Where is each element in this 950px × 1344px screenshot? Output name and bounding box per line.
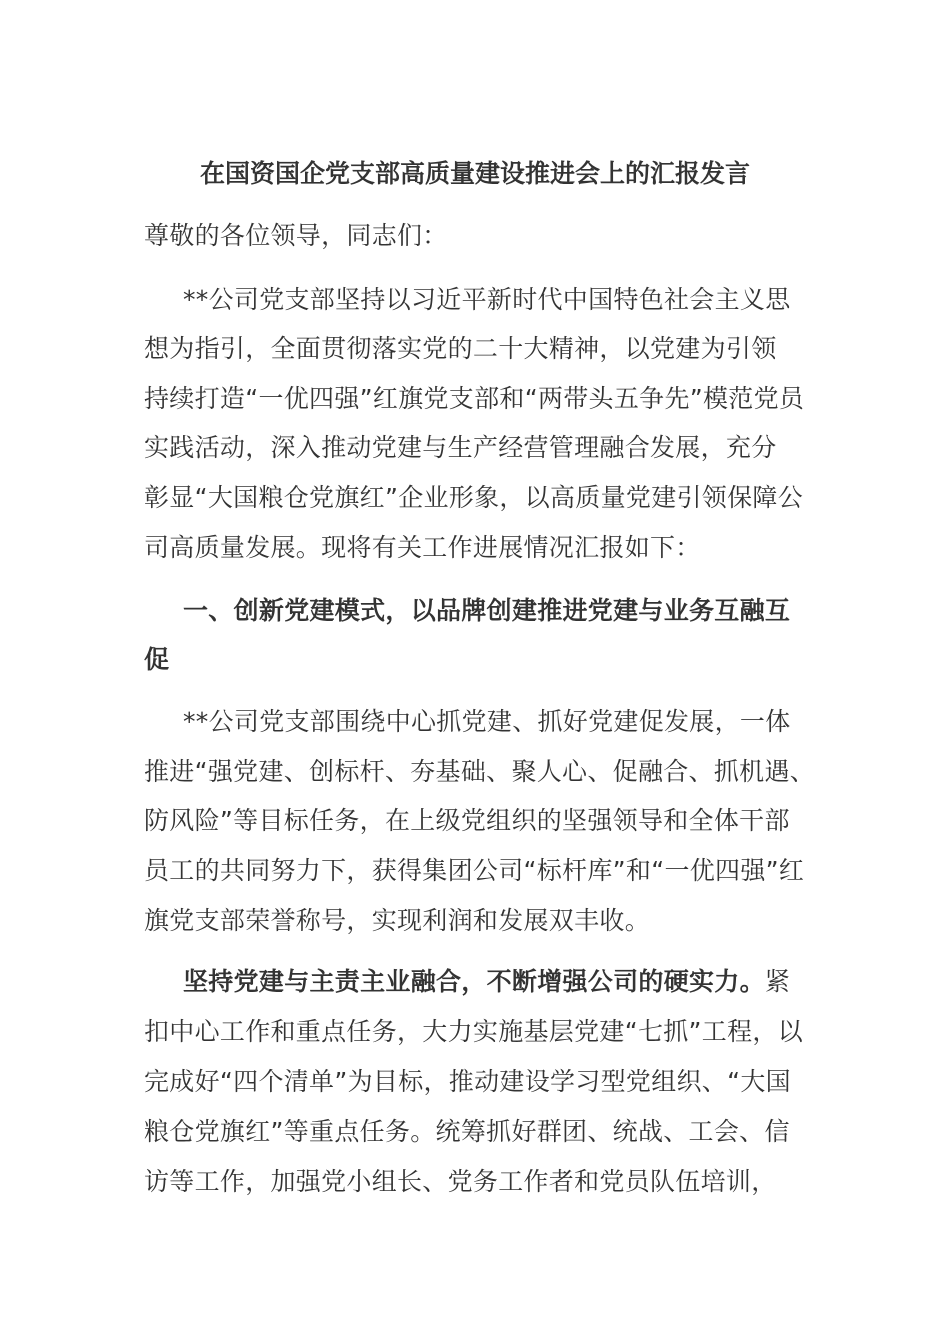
intro-line: 持续打造“一优四强”红旗党支部和“两带头五争先”模范党员: [144, 384, 805, 413]
intro-line: 彰显“大国粮仓党旗红”企业形象，以高质量党建引领保障公: [144, 483, 804, 512]
intro-line: 实践活动，深入推动党建与生产经营管理融合发展，充分: [144, 433, 777, 462]
paragraph-line: 访等工作，加强党小组长、党务工作者和党员队伍培训，: [144, 1167, 777, 1196]
section-paragraph-line: 防风险”等目标任务，在上级党组织的坚强领导和全体干部: [144, 806, 790, 835]
paragraph-line: 扣中心工作和重点任务，大力实施基层党建“七抓”工程，以: [144, 1017, 804, 1046]
section-heading: 促: [144, 645, 170, 674]
paragraph-lead-rest: 紧: [764, 967, 791, 996]
document-title: 在国资国企党支部高质量建设推进会上的汇报发言: [199, 159, 750, 188]
paragraph-lead-line: [183, 966, 790, 998]
section-paragraph-line: **公司党支部围绕中心抓党建、抓好党建促发展，一体: [183, 707, 791, 736]
paragraph-line: 粮仓党旗红”等重点任务。统筹抓好群团、统战、工会、信: [144, 1117, 790, 1146]
section-heading: 一、创新党建模式，以品牌创建推进党建与业务互融互: [183, 596, 791, 625]
section-paragraph-line: 推进“强党建、创标杆、夯基础、聚人心、促融合、抓机遇、: [144, 757, 816, 786]
intro-line: 司高质量发展。现将有关工作进展情况汇报如下：: [144, 533, 701, 562]
paragraph-lead-bold: 坚持党建与主责主业融合，不断增强公司的硬实力。: [183, 967, 765, 996]
salutation: 尊敬的各位领导，同志们：: [144, 221, 448, 250]
section-paragraph-line: 旗党支部荣誉称号，实现利润和发展双丰收。: [144, 906, 651, 935]
intro-line: 想为指引，全面贯彻落实党的二十大精神，以党建为引领: [144, 334, 777, 363]
intro-line: **公司党支部坚持以习近平新时代中国特色社会主义思: [183, 285, 791, 314]
paragraph-line: 完成好“四个清单”为目标，推动建设学习型党组织、“大国: [144, 1067, 791, 1096]
section-paragraph-line: 员工的共同努力下，获得集团公司“标杆库”和“一优四强”红: [144, 856, 805, 885]
